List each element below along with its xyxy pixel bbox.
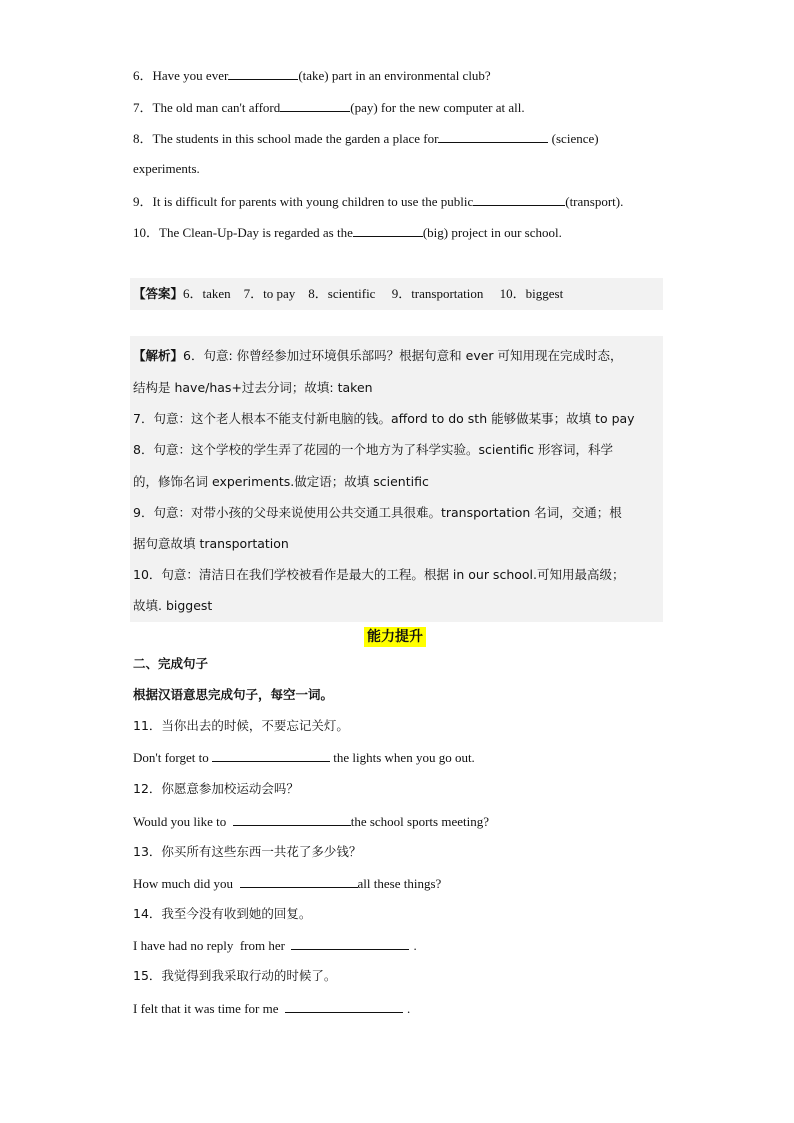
answer-line (133, 285, 563, 303)
answer-text: 6．taken 7．to pay 8．scientific 9．transportation 10．biggest (183, 286, 564, 301)
question-text: (take) part in an environmental club? (298, 68, 491, 83)
section-title: 二、完成句子 (133, 656, 209, 671)
question-13 (133, 874, 441, 893)
question-8 (133, 129, 599, 148)
analysis-label: 【解析】 (133, 348, 184, 363)
question-12-cn: 12．你愿意参加校运动会吗？ (133, 781, 299, 796)
question-text: How much did you (133, 876, 240, 891)
answer-blank[interactable] (473, 192, 565, 206)
question-text: I have had no reply from her (133, 938, 292, 953)
question-text: 10．The Clean-Up-Day is regarded as the (133, 225, 353, 240)
question-text: . (413, 938, 417, 953)
question-15-cn: 15．我觉得到我采取行动的时候了。 (133, 968, 337, 983)
question-10 (133, 223, 562, 242)
analysis-line-1 (133, 347, 623, 365)
analysis-line-6: 9．句意：对带小孩的父母来说使用公共交通工具很难。transportation 名词，交通；根 (133, 505, 622, 520)
answer-blank[interactable] (233, 812, 351, 826)
question-text: I felt that it was time for me (133, 1001, 285, 1016)
question-text: 7．The old man can't afford (133, 100, 281, 115)
question-text: the lights when you go out. (330, 750, 475, 765)
question-text: 9．It is difficult for parents with young children to use the public (133, 194, 474, 209)
question-text: Would you like to (133, 814, 233, 829)
answer-blank[interactable] (353, 223, 423, 237)
question-7 (133, 98, 525, 117)
answer-label: 【答案】 (133, 286, 184, 301)
question-text: experiments. (133, 161, 200, 176)
analysis-line-5: 的，修饰名词 experiments.做定语；故填 scientific (133, 474, 429, 489)
analysis-line-8: 10．句意：清洁日在我们学校被看作是最大的工程。根据 in our school.可知用最高级； (133, 567, 625, 582)
question-text: all these things? (357, 876, 442, 891)
question-text: . (406, 1001, 411, 1016)
answer-blank[interactable] (285, 999, 403, 1013)
question-text: 8．The students in this school made the garden a place for (133, 131, 439, 146)
answer-blank[interactable] (240, 874, 358, 888)
section-instruction: 根据汉语意思完成句子，每空一词。 (133, 687, 334, 702)
question-11-cn: 11．当你出去的时候，不要忘记关灯。 (133, 718, 349, 733)
question-text: Don't forget to (133, 750, 213, 765)
answer-blank[interactable] (291, 936, 409, 950)
question-text: (science) (548, 131, 599, 146)
question-11 (133, 748, 475, 767)
question-text: (transport). (565, 194, 624, 209)
answer-blank[interactable] (280, 98, 350, 112)
answer-blank[interactable] (212, 748, 330, 762)
question-13-cn: 13．你买所有这些东西一共花了多少钱？ (133, 844, 362, 859)
question-6 (133, 66, 491, 85)
analysis-line-3: 7．句意：这个老人根本不能支付新电脑的钱。afford to do sth 能够做某事；故填 to pay (133, 411, 635, 426)
section-heading: 能力提升 (364, 627, 426, 647)
question-14 (133, 936, 417, 955)
answer-blank[interactable] (438, 129, 548, 143)
question-8-continued (133, 160, 200, 178)
analysis-line-4: 8．句意：这个学校的学生弄了花园的一个地方为了科学实验。scientific 形容词，科学 (133, 442, 614, 457)
question-9 (133, 192, 623, 211)
question-text: (big) project in our school. (422, 225, 562, 240)
analysis-line-7: 据句意故填 transportation (133, 536, 289, 551)
question-text: the school sports meeting? (350, 814, 489, 829)
analysis-line-9: 故填. biggest (133, 598, 213, 613)
analysis-text: 6．句意: 你曾经参加过环境俱乐部吗？根据句意和 ever 可知用现在完成时态， (183, 348, 623, 363)
question-text: 6．Have you ever (133, 68, 229, 83)
question-text: (pay) for the new computer at all. (350, 100, 525, 115)
question-12 (133, 812, 489, 831)
question-14-cn: 14．我至今没有收到她的回复。 (133, 906, 312, 921)
analysis-line-2: 结构是 have/has+过去分词；故填: taken (133, 380, 373, 395)
answer-blank[interactable] (228, 66, 298, 80)
question-15 (133, 999, 410, 1018)
